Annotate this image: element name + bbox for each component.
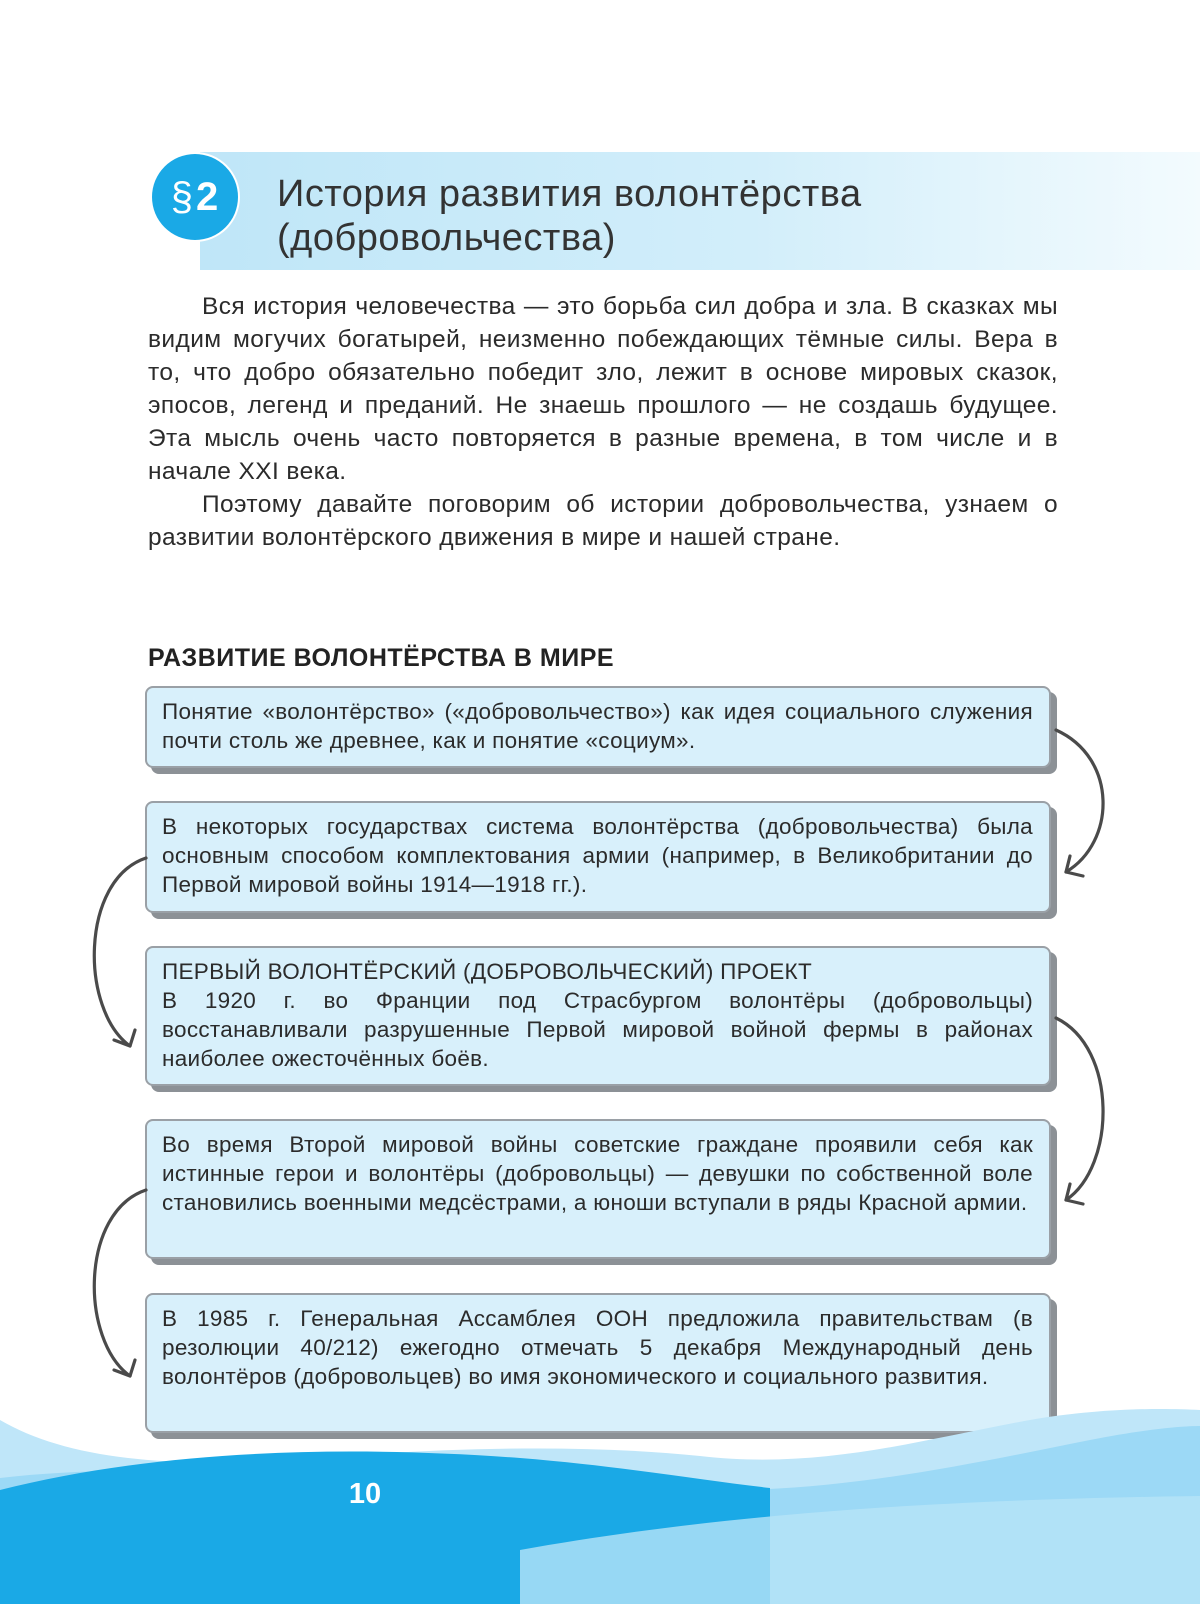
footer-wave (0, 1400, 1200, 1604)
connector-arrow-icon (94, 858, 146, 1046)
card-text: Во время Второй мировой войны советские граждане проявили себя как истинные герои и волонтёры (добровольцы) — девушки по собственной воле становились военными медсёстрами, а юноши вступали в ряды Красной армии. (162, 1132, 1033, 1215)
card-title: ПЕРВЫЙ ВОЛОНТЁРСКИЙ (ДОБРОВОЛЬЧЕСКИЙ) ПРОЕКТ (162, 959, 813, 984)
card-text: В 1985 г. Генеральная Ассамблея ООН предложила правительствам (в резолюции 40/212) ежегодно отмечать 5 декабря Международный день волонтёров (добровольцев) во имя экономического и социального развития. (162, 1306, 1033, 1389)
page-number: 10 (348, 1478, 382, 1510)
subheading: РАЗВИТИЕ ВОЛОНТЁРСТВА В МИРЕ (148, 644, 615, 672)
section-number: 2 (196, 174, 220, 219)
card-text: Понятие «волонтёрство» («добровольчество») как идея социального служения почти столь же древнее, как и понятие «социум». (162, 699, 1033, 753)
connector-arrow-icon (94, 1190, 146, 1376)
intro-paragraph: Вся история человечества — это борьба сил добра и зла. В сказках мы видим могучих богатырей, неизменно побеждающих тёмные силы. Вера в то, что добро обязательно победит зло, лежит в основе мировых сказок, эпосов, легенд и преданий. Не знаешь прошлого — не создашь будущее. Эта мысль очень часто повторяется в разные времена, в том числе и в начале XXI века. (148, 293, 1058, 485)
connector-arrow-icon (1056, 1018, 1103, 1200)
section-title-line1: История развития волонтёрства (277, 173, 862, 215)
connector-arrow-icon (1056, 730, 1103, 872)
card-text: В некоторых государствах система волонтёрства (добровольчества) была основным способом комплектования армии (например, в Великобритании до Первой мировой войны 1914—1918 гг.). (162, 814, 1033, 897)
section-title-line2: (добровольчества) (277, 217, 616, 259)
card-text: В 1920 г. во Франции под Страсбургом волонтёры (добровольцы) восстанавливали разрушенные Первой мировой войной фермы в районах наиболее ожесточённых боёв. (162, 988, 1033, 1071)
intro-paragraph: Поэтому давайте поговорим об истории добровольчества, узнаем о развитии волонтёрского движения в мире и нашей стране. (148, 491, 1058, 551)
section-symbol: § (170, 174, 194, 219)
